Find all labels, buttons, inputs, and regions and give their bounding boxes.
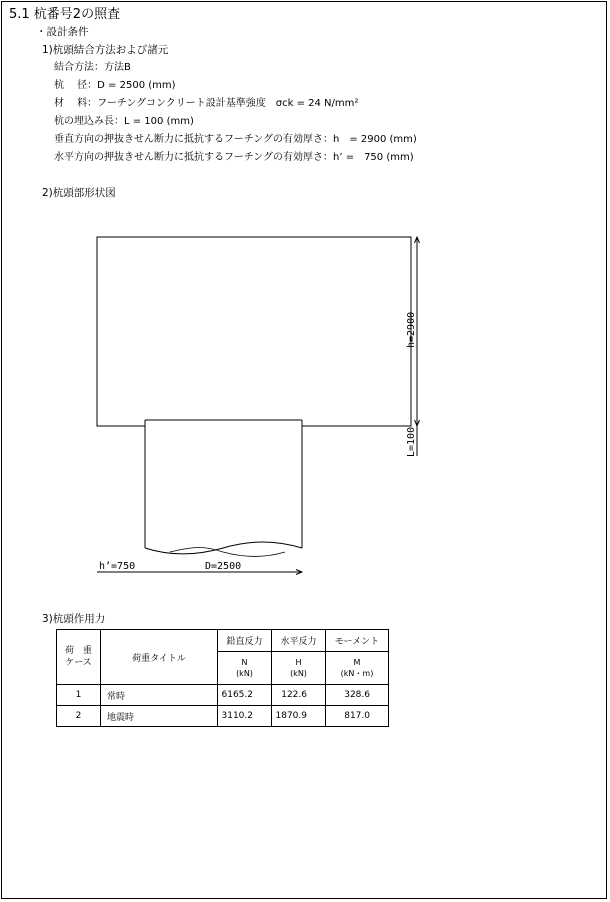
- row-M: 817.0: [326, 706, 389, 727]
- load-table: [56, 629, 389, 727]
- pile-break-line-2: [170, 548, 285, 557]
- header-load-case: 荷 重 ケース: [57, 630, 101, 685]
- table-row: [57, 706, 389, 727]
- pile-diameter: 杭 径：D = 2500 (mm): [54, 80, 176, 91]
- row-H: 1870.9: [272, 706, 326, 727]
- row-title: 地震時: [101, 706, 218, 727]
- h-dimension-label: h=2900: [406, 311, 417, 348]
- row-case: 2: [57, 706, 101, 727]
- hprime-dimension-label: h’=750: [99, 561, 136, 572]
- header-horizontal-reaction: 水平反力: [272, 630, 326, 652]
- row-case: 1: [57, 685, 101, 706]
- material-strength: 材 料：フーチングコンクリート設計基準強度 σck = 24 N/mm²: [54, 98, 359, 109]
- header-load-title: 荷重タイトル: [101, 630, 218, 685]
- row-M: 328.6: [326, 685, 389, 706]
- pile-head-forces-heading: 3)杭頭作用力: [42, 613, 106, 625]
- pile-outline: [145, 420, 302, 548]
- row-N: 3110.2: [218, 706, 272, 727]
- row-title: 常時: [101, 685, 218, 706]
- footing-outline: [97, 237, 411, 426]
- joint-method: 結合方法：方法B: [54, 62, 131, 73]
- D-dimension-label: D=2500: [205, 561, 242, 572]
- L-dimension-label: L=100: [406, 426, 417, 457]
- section-title: 5.1 杭番号2の照査: [9, 7, 121, 22]
- pile-head-spec-heading: 1)杭頭結合方法および諸元: [42, 44, 169, 56]
- header-vertical-reaction: 鉛直反力: [218, 630, 272, 652]
- vertical-effective-thickness: 垂直方向の押抜きせん断力に抵抗するフーチングの有効厚さ：h = 2900 (mm): [54, 134, 417, 145]
- pile-head-shape-heading: 2)杭頭部形状図: [42, 187, 116, 199]
- embed-length: 杭の埋込み長：L = 100 (mm): [54, 116, 194, 127]
- unit-H: H (kN): [272, 652, 326, 685]
- header-moment: モーメント: [326, 630, 389, 652]
- unit-N: N (kN): [218, 652, 272, 685]
- row-H: 122.6: [272, 685, 326, 706]
- horizontal-effective-thickness: 水平方向の押抜きせん断力に抵抗するフーチングの有効厚さ：h’ = 750 (mm): [54, 152, 414, 163]
- row-N: 6165.2: [218, 685, 272, 706]
- table-row: [57, 685, 389, 706]
- design-conditions-heading: ・設計条件: [36, 26, 89, 38]
- unit-M: M (kN・m): [326, 652, 389, 685]
